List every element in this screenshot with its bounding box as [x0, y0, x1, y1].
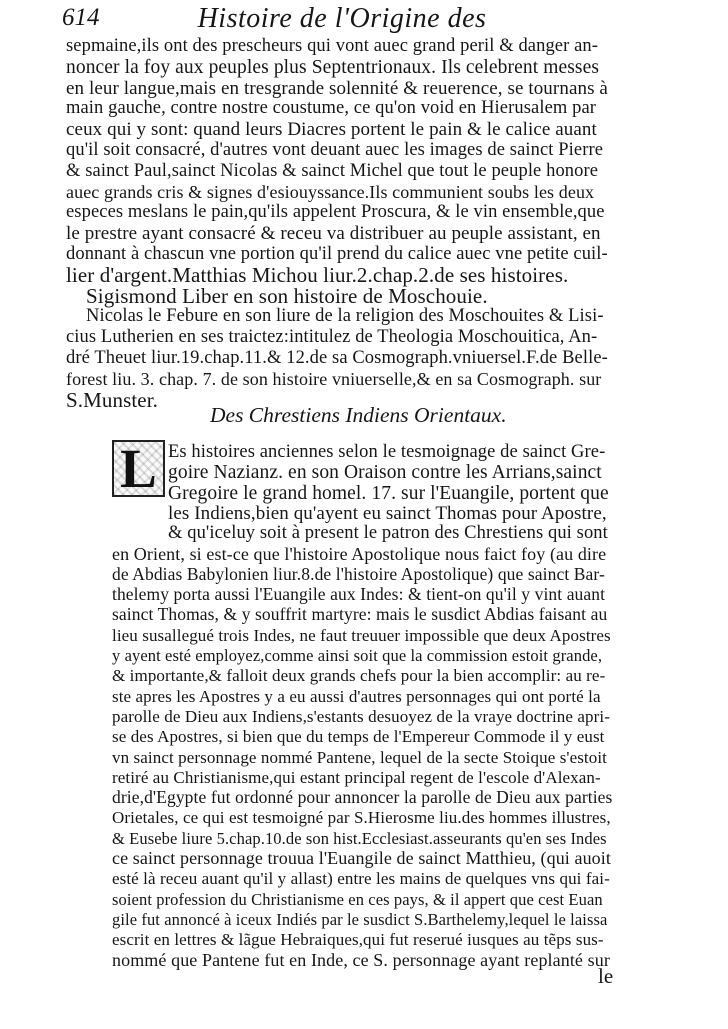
text-line: auec grands cris & signes d'esiouyssance.Ils communient soubs les deux	[66, 181, 595, 202]
ornamental-initial	[112, 440, 165, 497]
text-line: se des Apostres, si bien que du temps de l'Empereur Commode il y eust	[112, 727, 605, 747]
text-line: Nicolas le Febure en son liure de la religion des Moschouites & Lisi-	[86, 306, 604, 327]
text-line: sainct Thomas, & y souffrit martyre: mais le susdict Abdias faisant au	[112, 604, 608, 625]
text-line: ce sainct personnage trouua l'Euangile de sainct Matthieu, (qui auoit	[112, 848, 611, 868]
text-line: cius Lutherien en ses traictez:intitulez de Theologia Moschouitica, An-	[66, 327, 598, 348]
text-line: parolle de Dieu aux Indiens,s'estants desuoyez de la vraye doctrine apri-	[112, 706, 610, 726]
text-line: especes meslans le pain,qu'ils appelent Proscura, & le vin ensemble,que	[66, 202, 605, 223]
text-line: drie,d'Egypte fut ordonné pour annoncer la parolle de Dieu aux parties	[112, 787, 613, 808]
text-line: les Indiens,bien qu'ayent eu sainct Thomas pour Apostre,	[168, 502, 607, 524]
text-line: donnant à chascun vne portion qu'il prend du calice auec vne petite cuil-	[66, 244, 608, 264]
text-line: qu'il soit consacré, d'autres vont deuant auec les images de sainct Pierre	[66, 140, 604, 160]
text-line: forest liu. 3. chap. 7. de son histoire vniuerselle,& en sa Cosmograph. sur	[66, 368, 602, 389]
running-title: Histoire de l'Origine des	[197, 3, 487, 34]
text-line: ceux qui y sont: quand leurs Diacres portent le pain & le calice auant	[66, 119, 597, 141]
text-line: ste apres les Apostres y a eu aussi d'autres personnages qui ont porté la	[112, 686, 601, 706]
text-line: lier d'argent.Matthias Michou liur.2.chap.2.de ses histoires.	[66, 262, 569, 287]
text-line: sepmaine,ils ont des prescheurs qui vont auec grand peril & danger an-	[66, 36, 599, 56]
text-line: Sigismond Liber en son histoire de Moschouie.	[86, 283, 488, 308]
text-line: & importante,& falloit deux grands chefs pour la bien accomplir: au re-	[112, 666, 606, 686]
text-line: dré Theuet liur.19.chap.11.& 12.de sa Cosmograph.vniuersel.F.de Belle-	[66, 348, 608, 368]
text-line: esté là receu auant qu'il y allast) entre les mains de quelques vns qui fai-	[112, 869, 610, 889]
text-line: soient profession du Christianisme en ces pays, & il appert que cest Euan	[112, 889, 603, 909]
text-line: S.Munster.	[66, 387, 159, 412]
page-number: 614	[62, 4, 100, 31]
text-line: retiré au Christianisme,qui estant principal regent de l'escole d'Alexan-	[112, 767, 601, 787]
text-line: main gauche, contre nostre coustume, ce qu'on void en Hierusalem par	[66, 98, 597, 119]
initial-letter: L	[120, 440, 157, 497]
text-line: Es histoires anciennes selon le tesmoignage de sainct Gre-	[168, 442, 606, 462]
text-line: y ayent esté employez,comme ainsi soit que la commission estoit grande,	[112, 646, 603, 665]
page-header	[62, 2, 622, 36]
text-line: de Abdias Babylonien liur.8.de l'histoire Apostolique) que sainct Bar-	[112, 563, 605, 584]
text-line: Orietales, ce qui est tesmoigné par S.Hierosme liu.des hommes illustres,	[112, 808, 611, 828]
section-heading: Des Chrestiens Indiens Orientaux.	[210, 403, 507, 427]
text-line: le prestre ayant consacré & receu va distribuer au peuple assistant, en	[66, 223, 601, 245]
text-line: Gregoire le grand homel. 17. sur l'Euangile, portent que	[168, 482, 609, 504]
text-line: & sainct Paul,sainct Nicolas & sainct Michel que tout le peuple honore	[66, 160, 599, 181]
catchword: le	[598, 964, 614, 988]
text-line: escrit en lettres & lãgue Hebraiques,qui fut reserué iusques au tẽps sus-	[112, 930, 604, 950]
text-line: en leur langue,mais en tresgrande solennité & reuerence, se tournans à	[66, 77, 608, 99]
text-line: en Orient, si est-ce que l'histoire Apostolique nous faict foy (au dire	[112, 543, 607, 564]
text-line: vn sainct personnage nommé Pantene, lequel de la secte Stoique s'estoit	[112, 747, 608, 767]
text-line: gile fut annoncé à iceux Indiés par le susdict S.Barthelemy,lequel le laissa	[112, 909, 608, 929]
text-line: goire Nazianz. en son Oraison contre les Arrians,sainct	[168, 462, 602, 484]
text-line: & Eusebe liure 5.chap.10.de son hist.Ecclesiast.asseurants qu'en ses Indes	[112, 828, 607, 848]
text-line: & qu'iceluy soit à present le patron des Chrestiens qui sont	[168, 523, 608, 544]
text-line: nommé que Pantene fut en Inde, ce S. personnage ayant replanté sur	[112, 949, 610, 970]
text-line: noncer la foy aux peuples plus Septentrionaux. Ils celebrent messes	[66, 56, 600, 78]
text-line: thelemy porta aussi l'Euangile aux Indes: & tient-on qu'il y vint auant	[112, 584, 606, 605]
text-line: lieu susallegué trois Indes, ne faut treuuer impossible que deux Apostres	[112, 625, 611, 645]
